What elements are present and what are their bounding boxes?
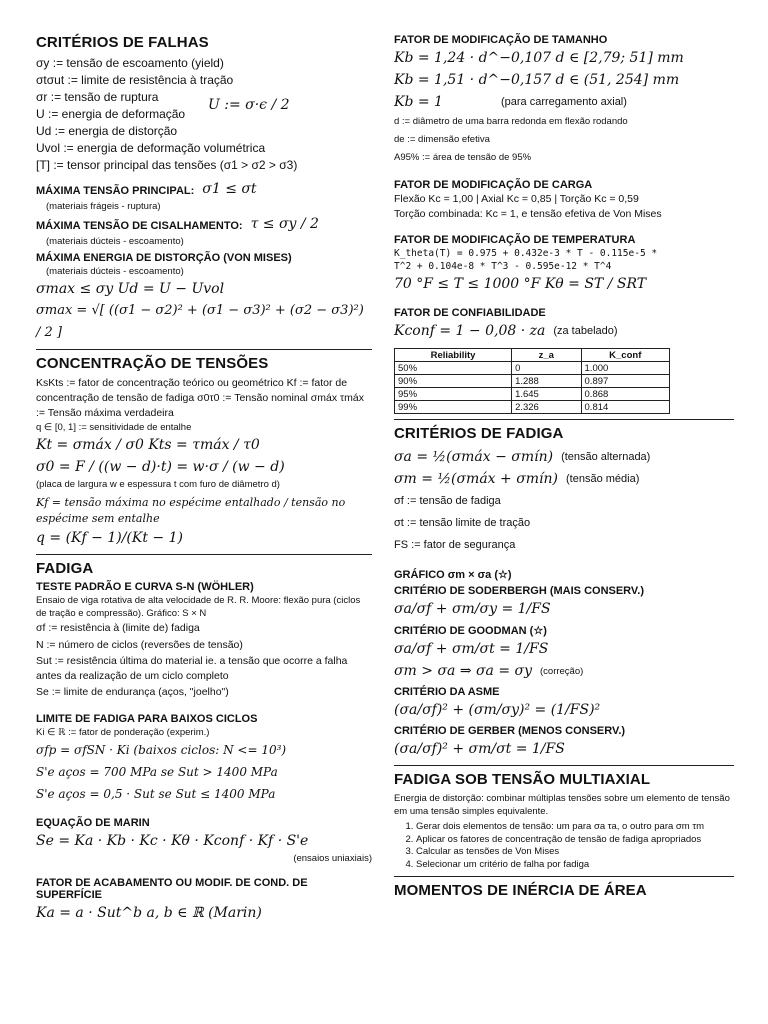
gerber-title: CRITÉRIO DE GERBER (MENOS CONSERV.)	[394, 725, 626, 737]
left-column	[36, 30, 372, 924]
de-def: de := dimensão efetiva	[394, 134, 490, 145]
goodman-formula: σa/σf + σm/σt = 1/FS	[394, 641, 549, 657]
section-title-fadiga: FADIGA	[36, 560, 94, 577]
correcao-formula: σm > σa ⇒ σa = σy	[394, 663, 532, 679]
carga-title: FATOR DE MODIFICAÇÃO DE CARGA	[394, 179, 593, 191]
list-item: 3. Calcular as tensões de Von Mises	[416, 846, 734, 859]
kb-axial-note: (para carregamento axial)	[500, 95, 627, 108]
divider	[36, 349, 372, 350]
table-row	[395, 388, 670, 401]
temperatura-title: FATOR DE MODIFICAÇÃO DE TEMPERATURA	[394, 234, 636, 246]
k-theta-code-1: K_theta(T) = 0.975 + 0.432e-3 * T - 0.115e-5 *	[394, 248, 658, 259]
sigma-m-note: (tensão média)	[566, 472, 640, 485]
def-item: U := energia de deformação	[36, 107, 186, 121]
def-item: Uvol := energia de deformação volumétrica	[36, 141, 266, 155]
plate-note: (placa de largura w e espessura t com furo de diâmetro d)	[36, 479, 280, 490]
def-item: Ud := energia de distorção	[36, 124, 178, 138]
section-title-criterios-fadiga: CRITÉRIOS DE FADIGA	[394, 425, 564, 442]
fs-def: FS := fator de segurança	[394, 539, 516, 551]
def-item: [T] := tensor principal das tensões (σ1 > σ2 > σ3)	[36, 158, 298, 172]
sigma-a-note: (tensão alternada)	[561, 450, 651, 463]
section-title-multiaxial: FADIGA SOB TENSÃO MULTIAXIAL	[394, 771, 651, 788]
def-item: σr := tensão de ruptura	[36, 90, 159, 104]
fadiga-def: Sut := resistência última do material ie. a tensão que ocorre a falha antes da realização de um ciclo completo	[36, 655, 348, 682]
k-theta-code-2: T^2 + 0.104e-8 * T^3 - 0.595e-12 * T^4	[394, 261, 612, 272]
max-cis-formula: τ ≤ σy / 2	[250, 216, 319, 232]
energy-formula: U := σ·ϵ / 2	[208, 97, 290, 113]
table-cell: 50%	[395, 362, 512, 375]
sigma-f-def: σf := tensão de fadiga	[394, 495, 501, 507]
table-cell: 0	[512, 362, 581, 375]
table-row	[395, 401, 670, 414]
kb-formula-2: Kb = 1,51 · d^−0,157 d ∈ (51, 254] mm	[394, 72, 680, 88]
table-cell: 1.288	[512, 375, 581, 388]
von-mises-formula-1: σmax ≤ σy Ud = U − Uvol	[36, 281, 225, 297]
asme-title: CRITÉRIO DA ASME	[394, 686, 500, 698]
def-item: σtσut := limite de resistência à tração	[36, 73, 234, 87]
q-formula: q = (Kf − 1)/(Kt − 1)	[36, 530, 183, 546]
table-header-row	[395, 349, 670, 362]
table-cell: 90%	[395, 375, 512, 388]
grafico-title: GRÁFICO σm × σa (☆)	[394, 569, 512, 581]
se-aco-formula-1: S'e aços = 700 MPa se Sut > 1400 MPa	[36, 765, 278, 779]
za-note: (za tabelado)	[553, 324, 618, 337]
carga-line-1: Flexão Kc = 1,00 | Axial Kc = 0,85 | Torção Kc = 0,59	[394, 193, 639, 205]
list-item: 4. Selecionar um critério de falha por fadiga	[416, 859, 734, 872]
marin-title: EQUAÇÃO DE MARIN	[36, 817, 150, 829]
kconf-formula: Kconf = 1 − 0,08 · za	[394, 323, 546, 339]
section-title-falhas: CRITÉRIOS DE FALHAS	[36, 34, 209, 51]
reliability-table	[394, 348, 670, 414]
section-title-concentracao: CONCENTRAÇÃO DE TENSÕES	[36, 355, 269, 372]
table-cell: 0.897	[581, 375, 669, 388]
sn-curve-title: TESTE PADRÃO E CURVA S-N (WÖHLER)	[36, 581, 254, 593]
kf-formula: Kf = tensão máxima no espécime entalhado / tensão no espécime sem entalhe	[36, 496, 346, 525]
ki-def: Ki ∈ ℝ := fator de ponderação (experim.)	[36, 727, 210, 738]
table-cell: 99%	[395, 401, 512, 414]
table-cell: 0.868	[581, 388, 669, 401]
notch-sensitivity: q ∈ [0, 1] := sensitividade de entalhe	[36, 422, 192, 433]
multiaxial-description: Energia de distorção: combinar múltiplas tensões sobre um elemento de tensão em uma tensão simples equivalente.	[394, 793, 730, 817]
sigma-a-formula: σa = ½(σmáx − σmín)	[394, 449, 554, 465]
fadiga-def: N := número de ciclos (reversões de tensão)	[36, 639, 243, 651]
acabamento-title: FATOR DE ACABAMENTO OU MODIF. DE COND. DE SUPERFÍCIE	[36, 877, 308, 901]
a95-def: A95% := área de tensão de 95%	[394, 152, 532, 163]
confiabilidade-title: FATOR DE CONFIABILIDADE	[394, 307, 546, 319]
right-column	[394, 30, 734, 903]
table-cell: 1.645	[512, 388, 581, 401]
von-mises-formula-2: σmax = √[ ((σ1 − σ2)² + (σ1 − σ3)² + (σ2 − σ3)²) / 2 ]	[36, 303, 364, 340]
max-cis-note: (materiais dúcteis - escoamento)	[46, 236, 184, 247]
multiaxial-steps	[394, 821, 734, 871]
ka-formula: Ka = a · Sut^b a, b ∈ ℝ (Marin)	[36, 905, 262, 921]
divider	[36, 554, 372, 555]
von-mises-label: MÁXIMA ENERGIA DE DISTORÇÃO (VON MISES)	[36, 252, 292, 264]
carga-line-2: Torção combinada: Kc = 1, e tensão efetiva de Von Mises	[394, 208, 662, 220]
list-item: 1. Gerar dois elementos de tensão: um para σa τa, o outro para σm τm	[416, 821, 734, 834]
marin-formula: Se = Ka · Kb · Kc · Kθ · Kconf · Kf · S'e	[36, 833, 309, 849]
sigma-fp-formula: σfp = σfSN · Ki (baixos ciclos: N <= 10³)	[36, 743, 287, 757]
divider	[394, 765, 734, 766]
sigma-m-formula: σm = ½(σmáx + σmín)	[394, 471, 558, 487]
kb-formula-3: Kb = 1	[394, 94, 443, 110]
column-header: K_conf	[581, 349, 669, 362]
fadiga-def: Se := limite de endurança (aços, "joelho")	[36, 686, 229, 698]
column-header: z_a	[512, 349, 581, 362]
sigma-t-def: σt := tensão limite de tração	[394, 517, 531, 529]
se-aco-formula-2: S'e aços = 0,5 · Sut se Sut ≤ 1400 MPa	[36, 787, 276, 801]
column-header: Reliability	[395, 349, 512, 362]
max-principal-formula: σ1 ≤ σt	[202, 181, 257, 197]
marin-note: (ensaios uniaxiais)	[293, 853, 372, 864]
moore-description: Ensaio de viga rotativa de alta velocidade de R. R. Moore: flexão pura (ciclos de tração e compressão). Gráfico: S × N	[36, 595, 361, 619]
section-title-inercia: MOMENTOS DE INÉRCIA DE ÁREA	[394, 882, 647, 899]
goodman-title: CRITÉRIO DE GOODMAN (☆)	[394, 625, 547, 637]
table-cell: 95%	[395, 388, 512, 401]
divider	[394, 419, 734, 420]
asme-formula: (σa/σf)² + (σm/σy)² = (1/FS)²	[394, 702, 601, 718]
max-principal-label: MÁXIMA TENSÃO PRINCIPAL:	[36, 184, 195, 197]
table-cell: 1.000	[581, 362, 669, 375]
max-cis-label: MÁXIMA TENSÃO DE CISALHAMENTO:	[36, 219, 243, 232]
divider	[394, 876, 734, 877]
gerber-formula: (σa/σf)² + σm/σt = 1/FS	[394, 741, 565, 757]
soderbergh-formula: σa/σf + σm/σy = 1/FS	[394, 601, 551, 617]
soderbergh-title: CRITÉRIO DE SODERBERGH (MAIS CONSERV.)	[394, 585, 644, 597]
table-row	[395, 375, 670, 388]
table-row	[395, 362, 670, 375]
sigma0-formula: σ0 = F / ((w − d)·t) = w·σ / (w − d)	[36, 459, 285, 475]
max-principal-note: (materiais frágeis - ruptura)	[46, 201, 161, 212]
baixos-ciclos-title: LIMITE DE FADIGA PARA BAIXOS CICLOS	[36, 713, 258, 725]
correcao-note: (correção)	[540, 665, 584, 677]
list-item: 2. Aplicar os fatores de concentração de tensão de fadiga apropriados	[416, 834, 734, 847]
kt-formula: Kt = σmáx / σ0 Kts = τmáx / τ0	[36, 437, 260, 453]
def-item: σy := tensão de escoamento (yield)	[36, 56, 224, 70]
concentracao-text: KsKts := fator de concentração teórico ou geométrico Kf := fator de concentração de tensão de fadiga σ0τ0 := Tensão nominal σmáx τmáx := Tensão máxima verdadeira	[36, 377, 364, 419]
fadiga-def: σf := resistência à (limite de) fadiga	[36, 622, 200, 634]
kb-formula-1: Kb = 1,24 · d^−0,107 d ∈ [2,79; 51] mm	[394, 50, 684, 66]
von-mises-note: (materiais dúcteis - escoamento)	[46, 266, 184, 277]
table-cell: 2.326	[512, 401, 581, 414]
table-cell: 0.814	[581, 401, 669, 414]
temperature-range-formula: 70 °F ≤ T ≤ 1000 °F Kθ = ST / SRT	[394, 276, 647, 292]
tamanho-title: FATOR DE MODIFICAÇÃO DE TAMANHO	[394, 34, 608, 46]
d-def: d := diâmetro de uma barra redonda em flexão rodando	[394, 116, 628, 127]
